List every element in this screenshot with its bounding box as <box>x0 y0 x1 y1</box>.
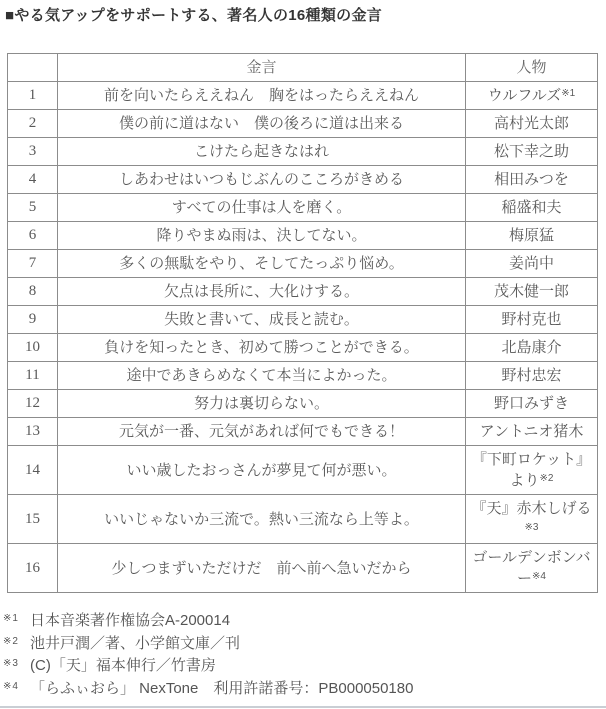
quote-text: こけたら起きなはれ <box>58 138 466 166</box>
person-name-text: アントニオ猪木 <box>479 423 584 440</box>
quote-text: 多くの無駄をやり、そしてたっぷり悩め。 <box>58 250 466 278</box>
row-number: 3 <box>8 138 58 166</box>
person-name <box>466 418 598 446</box>
person-name-text: 北島康介 <box>501 339 562 356</box>
person-name-text: 梅原猛 <box>508 227 554 244</box>
person-name <box>466 222 598 250</box>
quote-text: 負けを知ったとき、初めて勝つことができる。 <box>58 334 466 362</box>
table-row <box>8 250 598 278</box>
row-number: 14 <box>8 446 58 495</box>
person-name <box>466 166 598 194</box>
row-number: 5 <box>8 194 58 222</box>
table-row <box>8 194 598 222</box>
person-name <box>466 278 598 306</box>
person-name-text: 茂木健一郎 <box>493 283 569 300</box>
quote-text: 僕の前に道はない 僕の後ろに道は出来る <box>58 110 466 138</box>
quote-text: 失敗と書いて、成長と読む。 <box>58 306 466 334</box>
page-title: ■やる気アップをサポートする、著名人の16種類の金言 <box>5 7 383 24</box>
person-name-text: ウルフルズ <box>487 87 562 104</box>
person-name <box>466 544 598 593</box>
quote-text: 降りやまぬ雨は、決してない。 <box>58 222 466 250</box>
footnotes <box>3 611 603 701</box>
row-number: 10 <box>8 334 58 362</box>
header-number-cell <box>8 54 58 82</box>
row-number: 1 <box>8 82 58 110</box>
quote-text: いい歳したおっさんが夢見て何が悪い。 <box>58 446 466 495</box>
footnote-reference: ※1 <box>561 88 576 99</box>
table-row <box>8 222 598 250</box>
person-name <box>466 250 598 278</box>
person-name-text: 高村光太郎 <box>493 115 569 132</box>
person-name-text: 野村克也 <box>501 311 562 328</box>
row-number: 12 <box>8 390 58 418</box>
row-number: 11 <box>8 362 58 390</box>
quote-text: 前を向いたらええねん 胸をはったらええねん <box>58 82 466 110</box>
table-body <box>8 82 598 593</box>
person-name-text: ゴールデンボンバー <box>472 549 591 587</box>
table-row <box>8 495 598 544</box>
table-row <box>8 544 598 593</box>
row-number: 4 <box>8 166 58 194</box>
person-name <box>466 194 598 222</box>
footnote-text: (C)「天」福本伸行／竹書房 <box>30 657 216 674</box>
footnote-text: 「らふぃおら」 NexTone 利用許諾番号：PB000050180 <box>30 679 414 697</box>
header-person-cell: 人物 <box>466 54 598 82</box>
footnote-text: 池井戸潤／著、小学館文庫／刊 <box>30 634 241 652</box>
quote-text: いいじゃないか三流で。熱い三流なら上等よ。 <box>58 495 466 544</box>
person-name-text: 相田みつを <box>494 171 569 188</box>
footnote-line <box>3 679 603 702</box>
person-name-text: 松下幸之助 <box>493 143 569 160</box>
person-name <box>466 362 598 390</box>
person-name <box>466 82 598 110</box>
footnote-line <box>3 656 603 679</box>
row-number: 7 <box>8 250 58 278</box>
table-row <box>8 306 598 334</box>
person-name-text: 姜尚中 <box>508 255 554 272</box>
header-quote-cell: 金言 <box>58 54 466 82</box>
quote-text: 元気が一番、元気があれば何でもできる！ <box>58 418 466 446</box>
person-name <box>466 138 598 166</box>
row-number: 8 <box>8 278 58 306</box>
table-row <box>8 446 598 495</box>
quote-text: すべての仕事は人を磨く。 <box>58 194 466 222</box>
person-name-text: 野口みずき <box>493 395 569 412</box>
footnote-marker: ※4 <box>3 680 19 692</box>
quote-text: しあわせはいつもじぶんのこころがきめる <box>58 166 466 194</box>
footnote-marker: ※3 <box>3 658 19 669</box>
person-name <box>466 110 598 138</box>
table-row <box>8 278 598 306</box>
row-number: 16 <box>8 544 58 593</box>
quote-text: 欠点は長所に、大化けする。 <box>58 278 466 306</box>
table-row <box>8 362 598 390</box>
footnote-marker: ※2 <box>3 635 19 647</box>
footnote-line <box>3 611 603 634</box>
row-number: 15 <box>8 495 58 544</box>
person-name-text: 野村忠宏 <box>501 367 562 384</box>
bottom-divider <box>0 706 606 708</box>
person-name <box>466 306 598 334</box>
quote-text: 努力は裏切らない。 <box>58 390 466 418</box>
table-row <box>8 82 598 110</box>
quotes-table <box>7 53 598 593</box>
person-name-text: 『下町ロケット』より <box>471 451 592 489</box>
table-row <box>8 418 598 446</box>
row-number: 6 <box>8 222 58 250</box>
table-row <box>8 390 598 418</box>
table-row <box>8 166 598 194</box>
person-name-text: 『天』赤木しげる <box>471 500 592 517</box>
row-number: 13 <box>8 418 58 446</box>
person-name <box>466 495 598 544</box>
table-row <box>8 334 598 362</box>
table-row <box>8 138 598 166</box>
row-number: 2 <box>8 110 58 138</box>
person-name <box>466 334 598 362</box>
footnote-text: 日本音楽著作権協会A-200014 <box>30 612 231 629</box>
quote-text: 途中であきらめなくて本当によかった。 <box>58 362 466 390</box>
footnote-marker: ※1 <box>3 613 19 624</box>
footnote-reference: ※2 <box>539 473 554 484</box>
footnote-reference: ※3 <box>524 522 539 533</box>
header-row <box>8 54 598 82</box>
footnote-line <box>3 634 603 657</box>
table-row <box>8 110 598 138</box>
person-name <box>466 446 598 495</box>
person-name <box>466 390 598 418</box>
footnote-reference: ※4 <box>532 571 546 582</box>
row-number: 9 <box>8 306 58 334</box>
quote-text: 少しつまずいただけだ 前へ前へ急いだから <box>58 544 466 593</box>
person-name-text: 稲盛和夫 <box>501 199 562 216</box>
